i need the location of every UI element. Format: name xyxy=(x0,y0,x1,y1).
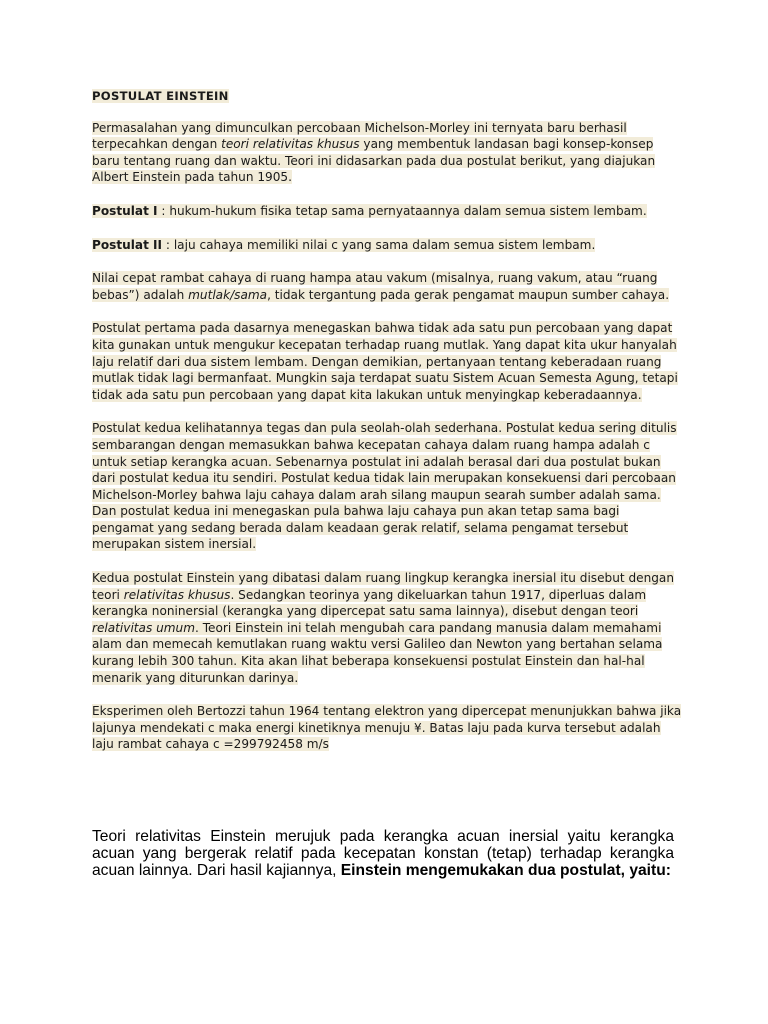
both-text-2: . Sedangkan teorinya yang dikeluarkan tahun 1917, diperluas dalam kerangka noninersial (kerangka yang dipercepat satu sama lainnya), disebut dengan teori xyxy=(92,587,647,619)
both-italic-term-2: relativitas umum xyxy=(92,620,195,635)
first-postulate-paragraph xyxy=(92,320,682,403)
both-text-3: . Teori Einstein ini telah mengubah cara pandang manusia dalam memahami alam dan memecah kemutlakan ruang waktu versi Galileo dan Newton yang bertahan selama kurang lebih 300 tahun. Kita akan lihat beberapa konsekuensi postulat Einstein dan hal-hal menarik yang diturunkan darinya. xyxy=(92,620,663,685)
postulat-2-label: Postulat II xyxy=(92,237,163,252)
both-italic-term-1: relativitas khusus xyxy=(123,587,231,602)
intro-text-2: yang membentuk landasan bagi konsep-konsep baru tentang ruang dan waktu. Teori ini didasarkan pada dua postulat berikut, yang diajukan Albert Einstein pada tahun 1905. xyxy=(92,137,656,185)
intro-italic-term: teori relativitas khusus xyxy=(221,137,360,152)
second-postulate-paragraph xyxy=(92,420,682,553)
intro-text-1: Permasalahan yang dimunculkan percobaan Michelson-Morley ini ternyata baru berhasil terpecahkan dengan xyxy=(92,120,627,152)
heading-text: POSTULAT EINSTEIN xyxy=(92,89,229,103)
footer-paragraph xyxy=(92,828,674,880)
article-heading xyxy=(92,88,682,105)
intro-paragraph xyxy=(92,120,682,186)
both-text-1: Kedua postulat Einstein yang dibatasi dalam ruang lingkup kerangka inersial itu disebut dengan teori xyxy=(92,571,675,602)
postulat-1-text: : hukum-hukum fisika tetap sama pernyataannya dalam semua sistem lembam. xyxy=(157,203,647,218)
both-postulates-paragraph xyxy=(92,570,682,686)
highlighted-article xyxy=(92,88,682,770)
lightspeed-italic-term: mutlak/sama xyxy=(188,287,268,302)
first-postulate-text: Postulat pertama pada dasarnya menegaskan bahwa tidak ada satu pun percobaan yang dapat kita gunakan untuk mengukur kecepatan terhadap ruang mutlak. Yang dapat kita ukur hanyalah laju relatif dari dua sistem lembam. Dengan demikian, pertanyaan tentang keberadaan ruang mutlak tidak lagi bermanfaat. Mungkin saja terdapat suatu Sistem Acuan Semesta Agung, tetapi tidak ada satu pun percobaan yang dapat kita lakukan untuk menyingkap keberadaannya. xyxy=(92,321,678,402)
postulat-1-label: Postulat I xyxy=(92,203,158,218)
experiment-paragraph xyxy=(92,703,682,753)
postulat-1-paragraph xyxy=(92,203,682,220)
lightspeed-paragraph xyxy=(92,270,682,303)
lightspeed-text-1: Nilai cepat rambat cahaya di ruang hampa atau vakum (misalnya, ruang vakum, atau “ruang bebas”) adalah xyxy=(92,271,658,302)
lightspeed-text-2: , tidak tergantung pada gerak pengamat maupun sumber cahaya. xyxy=(267,287,670,302)
postulat-2-text: : laju cahaya memiliki nilai c yang sama dalam semua sistem lembam. xyxy=(162,237,596,252)
experiment-text: Eksperimen oleh Bertozzi tahun 1964 tentang elektron yang dipercepat menunjukkan bahwa jika lajunya mendekati c maka energi kinetiknya menuju ¥. Batas laju pada kurva tersebut adalah laju rambat cahaya c =299792458 m/s xyxy=(92,704,682,752)
postulat-2-paragraph xyxy=(92,237,682,254)
footer-text-1: Teori relativitas Einstein merujuk pada kerangka acuan inersial yaitu kerangka acuan yang bergerak relatif pada kecepatan konstan (tetap) terhadap kerangka acuan lainnya. Dari hasil kajiannya, xyxy=(92,827,674,880)
second-postulate-text: Postulat kedua kelihatannya tegas dan pula seolah-olah sederhana. Postulat kedua sering ditulis sembarangan dengan memasukkan bahwa kecepatan cahaya dalam ruang hampa adalah c untuk setiap kerangka acuan. Sebenarnya postulat ini adalah berasal dari dua postulat bukan dari postulat kedua itu sendiri. Postulat kedua tidak lain merupakan konsekuensi dari percobaan Michelson-Morley bahwa laju cahaya dalam arah silang maupun searah sumber adalah sama. Dan postulat kedua ini menegaskan pula bahwa laju cahaya pun akan tetap sama bagi pengamat yang sedang berada dalam keadaan gerak relatif, selama pengamat tersebut merupakan sistem inersial. xyxy=(92,421,677,552)
footer-bold-text: Einstein mengemukakan dua postulat, yaitu: xyxy=(340,862,671,880)
